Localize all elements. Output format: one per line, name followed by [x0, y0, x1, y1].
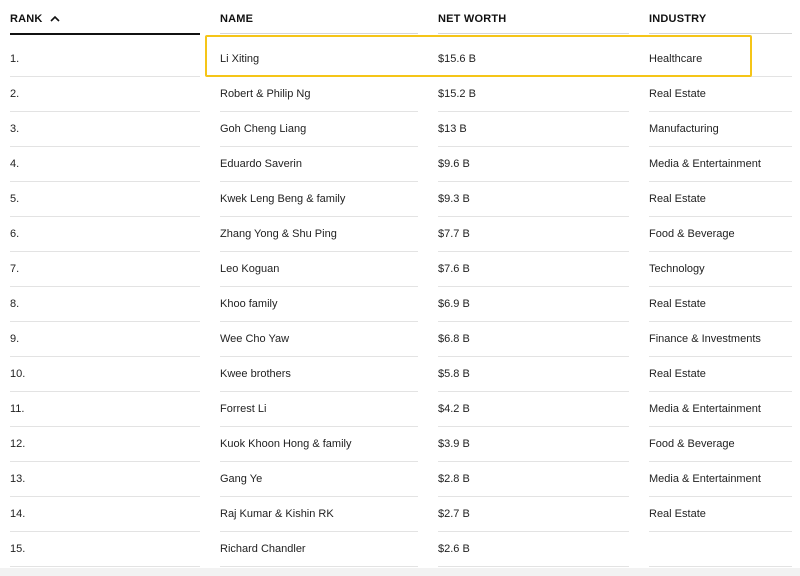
rank-cell: 15.: [10, 543, 26, 555]
name-cell[interactable]: Raj Kumar & Kishin RK: [220, 508, 334, 520]
net-worth-cell: $6.8 B: [438, 333, 470, 345]
industry-cell: Real Estate: [649, 193, 706, 205]
industry-cell: Food & Beverage: [649, 228, 735, 240]
industry-cell: Real Estate: [649, 88, 706, 100]
table-row[interactable]: [0, 217, 800, 252]
industry-cell: Media & Entertainment: [649, 158, 761, 170]
rank-cell: 3.: [10, 123, 20, 135]
name-cell[interactable]: Kuok Khoon Hong & family: [220, 438, 352, 450]
row-divider: [10, 566, 200, 567]
table-row[interactable]: [0, 427, 800, 462]
name-cell[interactable]: Kwek Leng Beng & family: [220, 193, 346, 205]
industry-cell: Manufacturing: [649, 123, 719, 135]
name-cell[interactable]: Wee Cho Yaw: [220, 333, 290, 345]
net-worth-cell: $7.7 B: [438, 228, 470, 240]
chevron-up-icon: [50, 15, 60, 23]
row-divider: [220, 566, 418, 567]
rank-cell: 2.: [10, 88, 20, 100]
rank-cell: 6.: [10, 228, 20, 240]
name-cell[interactable]: Goh Cheng Liang: [220, 123, 307, 135]
bottom-scroll-edge: [0, 568, 800, 576]
rank-header-underline: [10, 33, 200, 35]
rank-cell: 1.: [10, 53, 20, 65]
industry-cell: Technology: [649, 263, 705, 275]
table-row[interactable]: [0, 462, 800, 497]
table-row[interactable]: [0, 287, 800, 322]
net-worth-cell: $2.7 B: [438, 508, 470, 520]
net-worth-column-header[interactable]: NET WORTH: [438, 13, 507, 25]
industry-cell: Healthcare: [649, 53, 703, 65]
rank-cell: 7.: [10, 263, 20, 275]
name-cell[interactable]: Forrest Li: [220, 403, 267, 415]
net-worth-cell: $15.6 B: [438, 53, 476, 65]
industry-header-underline: [649, 33, 792, 34]
net-worth-cell: $9.6 B: [438, 158, 470, 170]
table-body: [0, 42, 800, 567]
industry-cell: Real Estate: [649, 368, 706, 380]
rank-cell: 4.: [10, 158, 20, 170]
rank-column-header[interactable]: [10, 13, 60, 25]
industry-cell: Media & Entertainment: [649, 473, 761, 485]
net-worth-cell: $4.2 B: [438, 403, 470, 415]
net-worth-cell: $2.6 B: [438, 543, 470, 555]
industry-cell: Media & Entertainment: [649, 403, 761, 415]
table-row[interactable]: [0, 392, 800, 427]
table-row[interactable]: [0, 147, 800, 182]
table-row[interactable]: [0, 77, 800, 112]
name-cell[interactable]: Gang Ye: [220, 473, 263, 485]
name-cell[interactable]: Eduardo Saverin: [220, 158, 302, 170]
name-cell[interactable]: Richard Chandler: [220, 543, 306, 555]
rank-cell: 12.: [10, 438, 26, 450]
rank-cell: 14.: [10, 508, 26, 520]
name-cell[interactable]: Kwee brothers: [220, 368, 291, 380]
row-divider: [438, 566, 629, 567]
industry-cell: Finance & Investments: [649, 333, 761, 345]
net-worth-cell: $7.6 B: [438, 263, 470, 275]
rank-cell: 5.: [10, 193, 20, 205]
table-row[interactable]: [0, 532, 800, 567]
rank-cell: 10.: [10, 368, 26, 380]
name-cell[interactable]: Zhang Yong & Shu Ping: [220, 228, 337, 240]
net-worth-cell: $5.8 B: [438, 368, 470, 380]
name-header-underline: [220, 33, 418, 34]
table-row[interactable]: [0, 252, 800, 287]
rank-cell: 8.: [10, 298, 20, 310]
net-worth-cell: $9.3 B: [438, 193, 470, 205]
net-worth-header-underline: [438, 33, 629, 34]
industry-column-header[interactable]: INDUSTRY: [649, 13, 707, 25]
table-row[interactable]: [0, 497, 800, 532]
name-cell[interactable]: Li Xiting: [220, 53, 260, 65]
name-cell[interactable]: Leo Koguan: [220, 263, 280, 275]
table-row[interactable]: [0, 112, 800, 147]
rank-cell: 13.: [10, 473, 26, 485]
rank-cell: 11.: [10, 403, 25, 415]
rank-cell: 9.: [10, 333, 20, 345]
net-worth-cell: $13 B: [438, 123, 467, 135]
name-cell[interactable]: Robert & Philip Ng: [220, 88, 311, 100]
net-worth-cell: $6.9 B: [438, 298, 470, 310]
industry-cell: Real Estate: [649, 298, 706, 310]
rank-header-label: RANK: [10, 13, 43, 25]
table-header: [0, 0, 800, 34]
industry-cell: Real Estate: [649, 508, 706, 520]
industry-cell: Food & Beverage: [649, 438, 735, 450]
table-row[interactable]: [0, 182, 800, 217]
table-row[interactable]: [0, 322, 800, 357]
table-row[interactable]: [0, 42, 800, 77]
net-worth-cell: $15.2 B: [438, 88, 476, 100]
row-divider: [649, 566, 792, 567]
net-worth-cell: $3.9 B: [438, 438, 470, 450]
table-row[interactable]: [0, 357, 800, 392]
name-column-header[interactable]: NAME: [220, 13, 254, 25]
name-cell[interactable]: Khoo family: [220, 298, 278, 310]
net-worth-cell: $2.8 B: [438, 473, 470, 485]
